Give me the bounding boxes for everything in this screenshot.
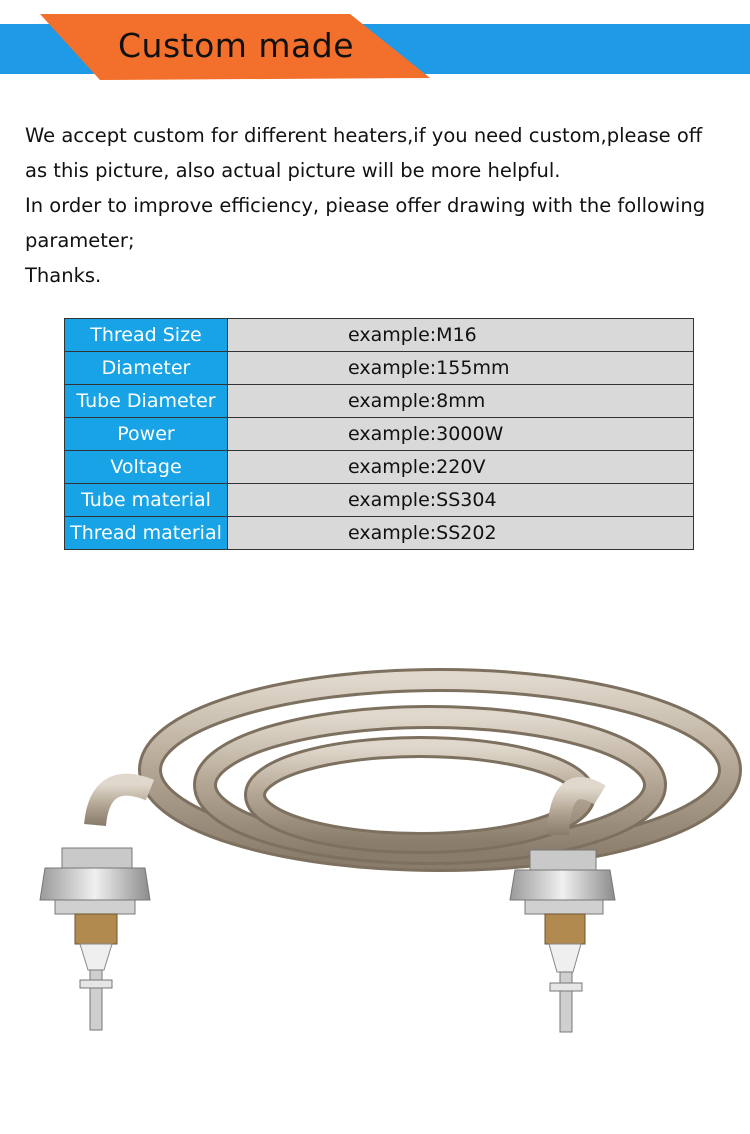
coil-heater-image <box>0 650 750 1050</box>
row-label: Tube material <box>65 484 228 517</box>
coil-heater-icon <box>0 650 750 1050</box>
row-label: Voltage <box>65 451 228 484</box>
intro-line: as this picture, also actual picture will be more helpful. <box>25 159 561 182</box>
banner-title: Custom made <box>118 26 355 65</box>
table-row <box>65 517 694 550</box>
banner <box>0 0 750 110</box>
row-value: example:3000W <box>228 418 694 451</box>
intro-line: Thanks. <box>25 264 102 287</box>
row-label: Diameter <box>65 352 228 385</box>
row-label: Power <box>65 418 228 451</box>
intro-line: parameter; <box>25 229 135 252</box>
intro-text <box>25 118 740 293</box>
table-row <box>65 385 694 418</box>
table-row <box>65 484 694 517</box>
spec-table <box>64 318 694 550</box>
row-value: example:M16 <box>228 319 694 352</box>
row-label: Thread Size <box>65 319 228 352</box>
row-value: example:8mm <box>228 385 694 418</box>
banner-graphic <box>0 0 750 110</box>
table-row <box>65 319 694 352</box>
intro-line: We accept custom for different heaters,if you need custom,please off <box>25 124 703 147</box>
row-value: example:155mm <box>228 352 694 385</box>
table-row <box>65 418 694 451</box>
intro-line: In order to improve efficiency, piease offer drawing with the following <box>25 194 706 217</box>
row-value: example:SS202 <box>228 517 694 550</box>
row-label: Tube Diameter <box>65 385 228 418</box>
row-label: Thread material <box>65 517 228 550</box>
row-value: example:SS304 <box>228 484 694 517</box>
table-row <box>65 451 694 484</box>
table-row <box>65 352 694 385</box>
row-value: example:220V <box>228 451 694 484</box>
